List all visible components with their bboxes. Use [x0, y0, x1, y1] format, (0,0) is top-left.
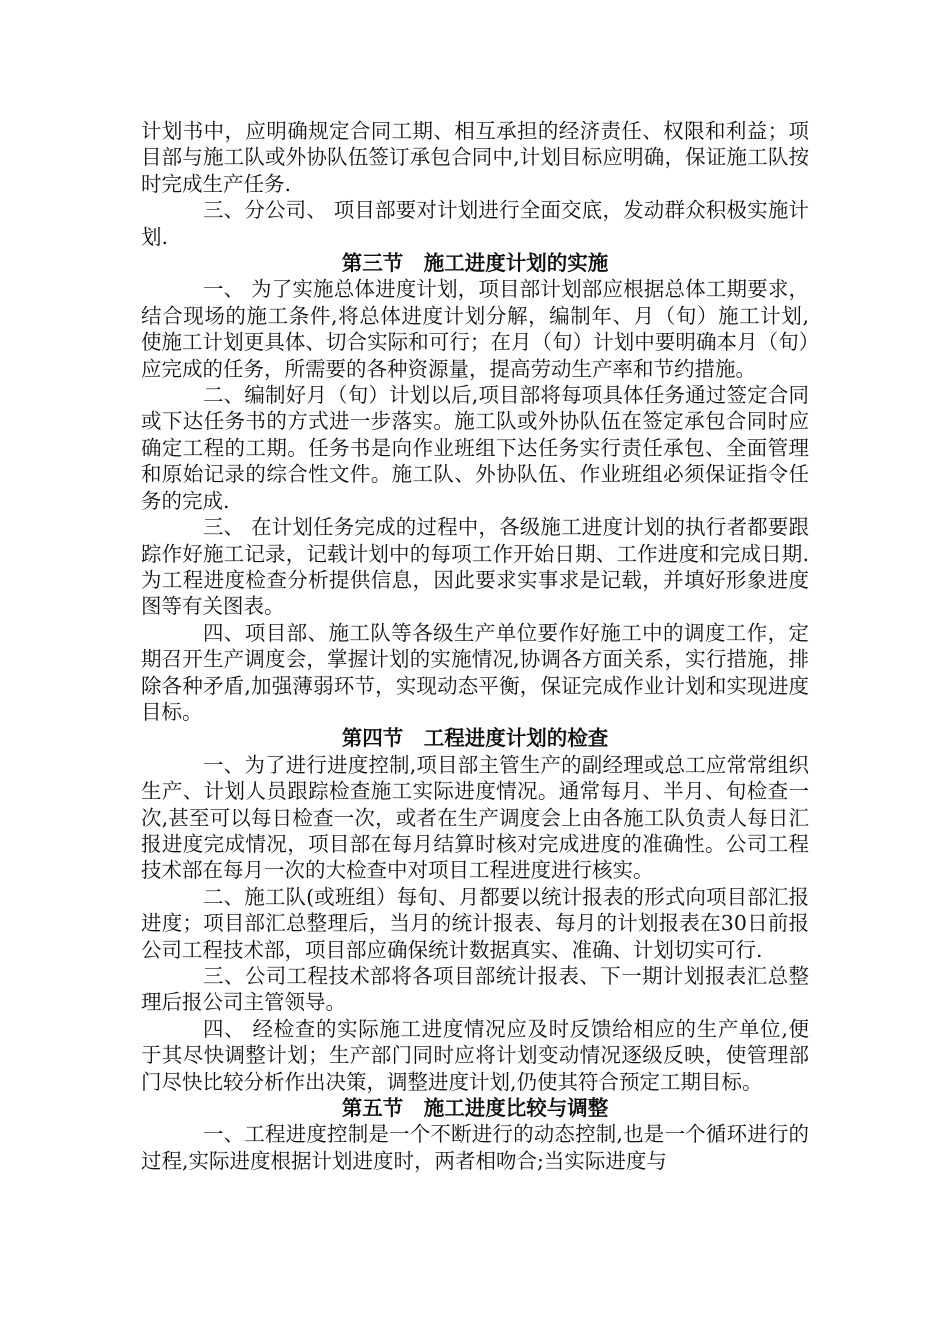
- paragraph: 一、工程进度控制是一个不断进行的动态控制,也是一个循环进行的过程,实际进度根据计划进度时，两者相吻合;当实际进度与: [141, 1122, 809, 1173]
- paragraph: 三、公司工程技术部将各项目部统计报表、下一期计划报表汇总整理后报公司主管领导。: [141, 964, 809, 1015]
- section-heading: 第三节 施工进度计划的实施: [341, 251, 609, 276]
- paragraph: 四、 经检查的实际施工进度情况应及时反馈给相应的生产单位,便于其尽快调整计划；生产部门同时应将计划变动情况逐级反映，使管理部门尽快比较分析作出决策，调整进度计划,仍使其符合预定工期目标。: [141, 1016, 809, 1094]
- paragraph: 一、 为了实施总体进度计划，项目部计划部应根据总体工期要求，结合现场的施工条件,将总体进度计划分解，编制年、月（旬）施工计划,使施工计划更具体、切合实际和可行；在月（旬）计划中要明确本月（旬）应完成的任务，所需要的各种资源量，提高劳动生产率和节约措施。: [141, 277, 809, 381]
- paragraph: 三、分公司、 项目部要对计划进行全面交底，发动群众积极实施计划.: [141, 198, 809, 249]
- paragraph: 一、为了进行进度控制,项目部主管生产的副经理或总工应常常组织生产、计划人员跟踪检查施工实际进度情况。通常每月、半月、旬检查一次,甚至可以每日检查一次，或者在生产调度会上由各施工队负责人每日汇报进度完成情况，项目部在每月结算时核对完成进度的准确性。公司工程技术部在每月一次的大检查中对项目工程进度进行核实。: [141, 752, 809, 883]
- paragraph: 四、项目部、施工队等各级生产单位要作好施工中的调度工作，定期召开生产调度会，掌握计划的实施情况,协调各方面关系，实行措施，排除各种矛盾,加强薄弱环节，实现动态平衡，保证完成作业计划和实现进度目标。: [141, 620, 809, 724]
- paragraph: 计划书中，应明确规定合同工期、相互承担的经济责任、权限和利益；项目部与施工队或外协队伍签订承包合同中,计划目标应明确，保证施工队按时完成生产任务.: [141, 119, 809, 196]
- section-heading: 第四节 工程进度计划的检查: [341, 726, 609, 751]
- paragraph: 三、 在计划任务完成的过程中，各级施工进度计划的执行者都要跟踪作好施工记录，记载计划中的每项工作开始日期、工作进度和完成日期.为工程进度检查分析提供信息，因此要求实事求是记载，并填好形象进度图等有关图表。: [141, 515, 809, 619]
- paragraph: 二、施工队(或班组）每旬、月都要以统计报表的形式向项目部汇报进度；项目部汇总整理后，当月的统计报表、每月的计划报表在30日前报公司工程技术部，项目部应确保统计数据真实、准确、计划切实可行.: [141, 884, 809, 962]
- document-page: [141, 118, 809, 1174]
- section-heading: 第五节 施工进度比较与调整: [341, 1096, 609, 1121]
- paragraph: 二、编制好月（旬）计划以后,项目部将每项具体任务通过签定合同或下达任务书的方式进一步落实。施工队或外协队伍在签定承包合同时应确定工程的工期。任务书是向作业班组下达任务实行责任承包、全面管理和原始记录的综合性文件。施工队、外协队伍、作业班组必须保证指令任务的完成.: [141, 383, 809, 513]
